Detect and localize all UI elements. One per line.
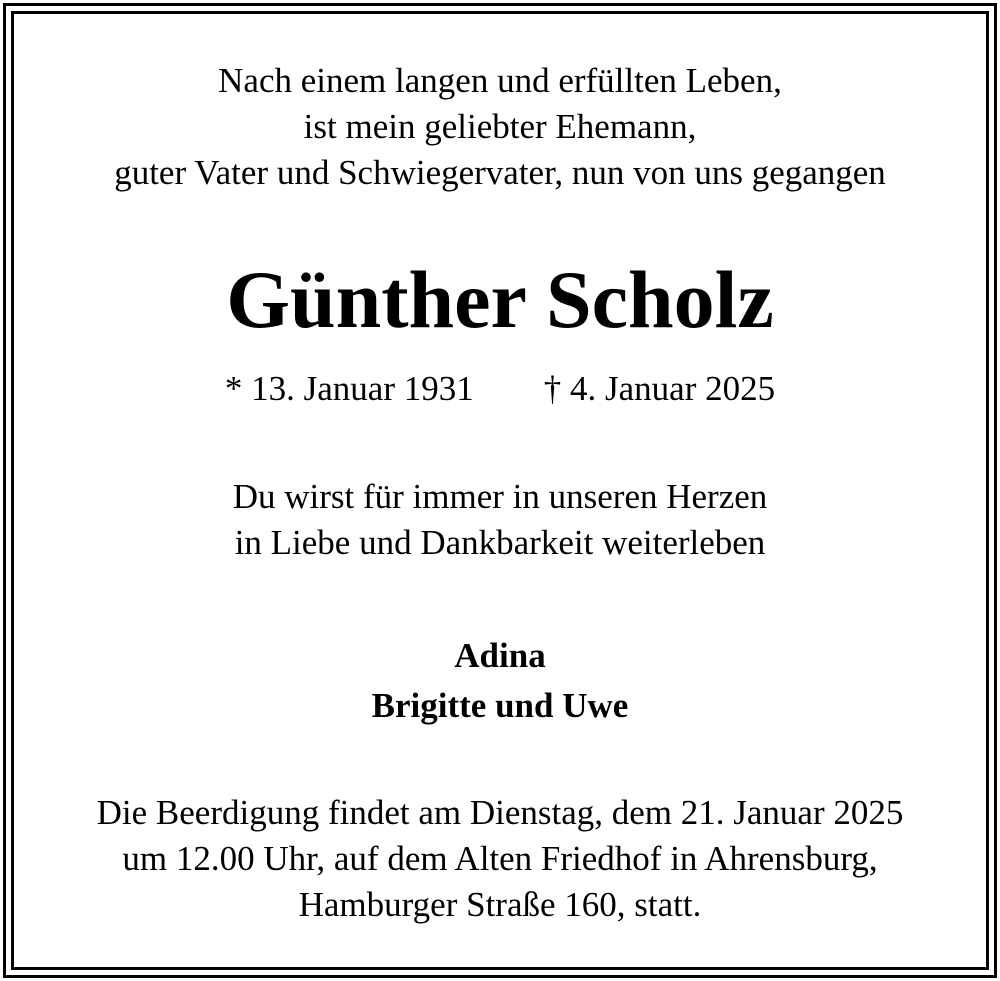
intro-line-3: guter Vater und Schwiegervater, nun von uns gegangen	[114, 153, 886, 192]
quote-line-2: in Liebe und Dankbarkeit weiterleben	[234, 523, 766, 562]
intro-line-1: Nach einem langen und erfüllten Leben,	[218, 61, 782, 100]
funeral-line-2: um 12.00 Uhr, auf dem Alten Friedhof in Ahrensburg,	[122, 839, 878, 878]
death-date: † 4. Januar 2025	[543, 369, 776, 408]
funeral-line-1: Die Beerdigung findet am Dienstag, dem 21. Januar 2025	[96, 793, 904, 832]
mourner-line-2: Brigitte und Uwe	[371, 686, 629, 725]
quote-line-1: Du wirst für immer in unseren Herzen	[232, 477, 768, 516]
funeral-line-3: Hamburger Straße 160, statt.	[298, 885, 702, 924]
deceased-name: Günther Scholz	[226, 254, 774, 345]
birth-date: * 13. Januar 1931	[224, 369, 474, 408]
life-dates	[0, 368, 1000, 410]
mourner-line-1: Adina	[454, 636, 546, 675]
intro-line-2: ist mein geliebter Ehemann,	[303, 107, 697, 146]
